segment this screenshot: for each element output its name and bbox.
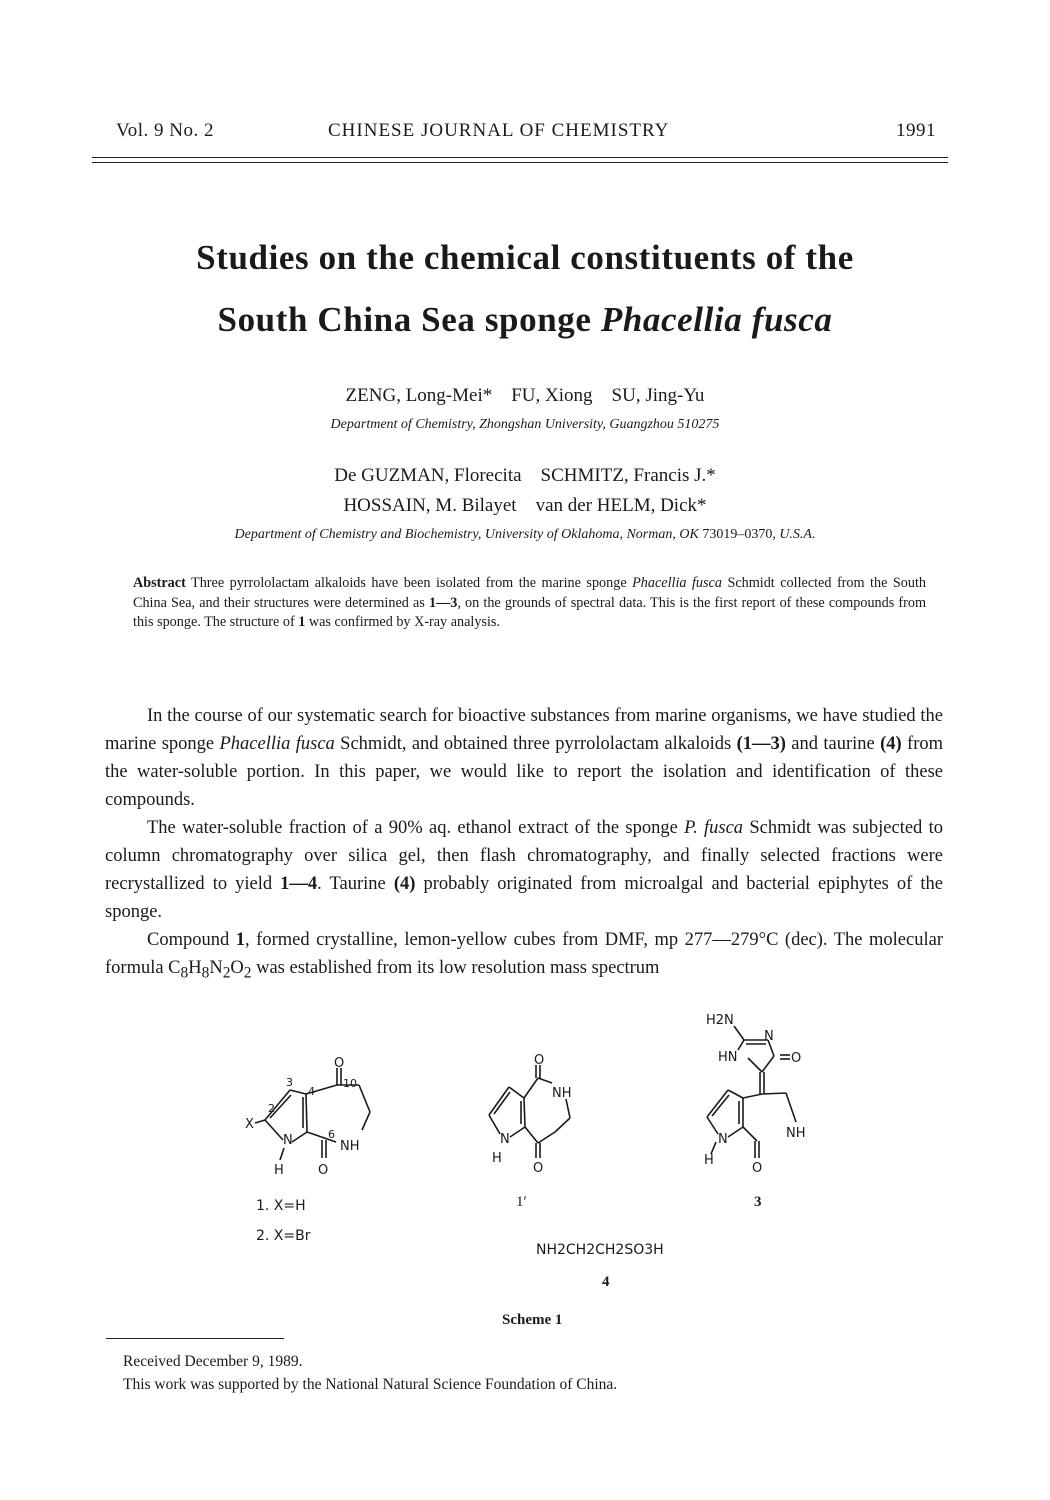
s3-hn: HN [718, 1050, 738, 1065]
s1-num-4: 4 [308, 1085, 315, 1098]
label-compound-1: 1. X=H [256, 1198, 306, 1214]
volume-issue: Vol. 9 No. 2 [116, 120, 215, 141]
running-header [116, 120, 936, 150]
p3-text-c: , formed crystalline, lemon-yellow cubes from DMF, mp 277—279°C (dec). The molecular formula C [105, 930, 943, 978]
s1-h: H [274, 1163, 284, 1178]
p1-text-a: In the course of our systematic search for bioactive substances from marine organisms, we have studied the marine sponge [105, 706, 943, 754]
header-rule-top [92, 157, 948, 158]
s1p-o-bottom: O [533, 1161, 544, 1176]
title-line-2 [60, 300, 990, 340]
scheme-1-structures [0, 1000, 1050, 1328]
title-prefix: South China Sea sponge [217, 300, 601, 339]
s1-o-top: O [334, 1056, 345, 1071]
s1-num-2: 2 [268, 1102, 275, 1115]
s3-n-top: N [764, 1029, 774, 1044]
p2-taurine-num: (4) [393, 874, 416, 894]
p1-text-d: and taurine [785, 734, 881, 754]
s3-o-bottom: O [752, 1161, 763, 1176]
abstract-compound: 1 [298, 614, 306, 630]
title-species: Phacellia fusca [600, 300, 833, 339]
s3-o-top: O [791, 1051, 802, 1066]
s1p-h: H [492, 1151, 502, 1166]
abstract-text-1: Three pyrrololactam alkaloids have been isolated from the marine sponge [185, 575, 633, 591]
affiliation-2-dept: Department of Chemistry and Biochemistry, University of Oklahoma, Norman, OK [234, 527, 699, 542]
year: 1991 [896, 120, 936, 141]
author-group-2-line-1: De GUZMAN, Florecita SCHMITZ, Francis J.* [334, 465, 716, 486]
label-compound-2: 2. X=Br [256, 1228, 311, 1244]
s1-num-6: 6 [328, 1128, 335, 1141]
s1p-o-top: O [534, 1053, 545, 1068]
s1-o-bottom: O [318, 1163, 329, 1178]
paragraph-3 [105, 926, 943, 988]
p3-o: O [230, 958, 244, 978]
p1-text-b: Schmidt, and obtained three pyrrololactam alkaloids [334, 734, 737, 754]
s1-num-3: 3 [286, 1076, 293, 1089]
p1-text-f: from the water-soluble portion. In this paper, we would like to report the isolation and identification of these compounds. [105, 734, 943, 810]
abstract-label: Abstract [133, 575, 186, 591]
p2-text-f: probably originated from microalgal and bacterial epiphytes of the sponge. [105, 874, 943, 922]
p3-sub-4: 2 [243, 964, 252, 982]
abstract [133, 574, 926, 633]
affiliation-2-zip: 73019–0370, [698, 527, 780, 542]
affiliation-2 [60, 527, 990, 543]
paragraph-2 [105, 814, 943, 926]
body-text [105, 702, 943, 988]
s1-n: N [283, 1133, 293, 1148]
s1-nh: NH [340, 1139, 360, 1154]
s1p-n: N [500, 1132, 510, 1147]
p1-taurine-num: (4) [880, 734, 902, 754]
p3-compound: 1 [235, 930, 246, 950]
p3-sub-3: 2 [222, 964, 231, 982]
p3-h: H [188, 958, 202, 978]
p3-text-g: was established from its low resolution mass spectrum [251, 958, 660, 978]
taurine-formula: NH2CH2CH2SO3H [536, 1242, 664, 1258]
affiliation-2-country: U.S.A. [779, 527, 816, 542]
affiliation-1: Department of Chemistry, Zhongshan University, Guangzhou 510275 [330, 417, 720, 432]
p2-species: P. fusca [684, 818, 744, 838]
p1-compounds: (1—3) [736, 734, 786, 754]
label-compound-4: 4 [602, 1274, 610, 1290]
abstract-text-2: Schmidt collected from the South China Sea, and their structures were determined as [133, 575, 926, 611]
abstract-compound-range: 1—3 [428, 594, 458, 611]
author-group-1: ZENG, Long-Mei* FU, Xiong SU, Jing-Yu [345, 385, 705, 406]
s3-nh: NH [786, 1126, 806, 1141]
s3-n: N [718, 1132, 728, 1147]
p3-sub-2: 8 [201, 964, 210, 982]
abstract-text-3: , on the grounds of spectral data. This is the first report of these compounds from this sponge. The structure of [133, 594, 926, 630]
p3-n: N [209, 958, 223, 978]
s1-x: X [245, 1117, 254, 1132]
scheme-caption: Scheme 1 [502, 1312, 563, 1328]
p2-text-d: . Taurine [317, 874, 394, 894]
abstract-text-4: was confirmed by X-ray analysis. [305, 614, 500, 630]
p3-sub-1: 8 [180, 964, 189, 982]
p1-species: Phacellia fusca [219, 734, 335, 754]
title-line-1: Studies on the chemical constituents of the [196, 238, 854, 277]
structure-1prime-labels [492, 1053, 572, 1176]
label-compound-3: 3 [754, 1194, 762, 1210]
s1p-nh: NH [552, 1086, 572, 1101]
s3-h: H [704, 1153, 714, 1168]
footnote-support: This work was supported by the National Natural Science Foundation of China. [123, 1376, 618, 1393]
label-compound-1prime: 1′ [516, 1194, 527, 1210]
journal-name: CHINESE JOURNAL OF CHEMISTRY [328, 120, 670, 141]
abstract-species: Phacellia fusca [632, 575, 722, 591]
p2-compounds: 1—4 [280, 874, 318, 894]
s1-num-10: 10 [343, 1077, 357, 1090]
footnote-received: Received December 9, 1989. [123, 1353, 303, 1370]
p2-text-b: Schmidt was subjected to column chromatography over silica gel, then flash chromatography, and finally selected fractions were recrystallized to yield [105, 818, 943, 894]
p3-text-a: Compound [147, 930, 236, 950]
header-rule-bottom [92, 162, 948, 163]
p2-text-a: The water-soluble fraction of a 90% aq. ethanol extract of the sponge [147, 818, 685, 838]
footnote-rule [106, 1338, 284, 1339]
paragraph-1 [105, 702, 943, 814]
s3-h2n: H2N [706, 1013, 734, 1028]
author-group-2-line-2: HOSSAIN, M. Bilayet van der HELM, Dick* [343, 495, 707, 516]
